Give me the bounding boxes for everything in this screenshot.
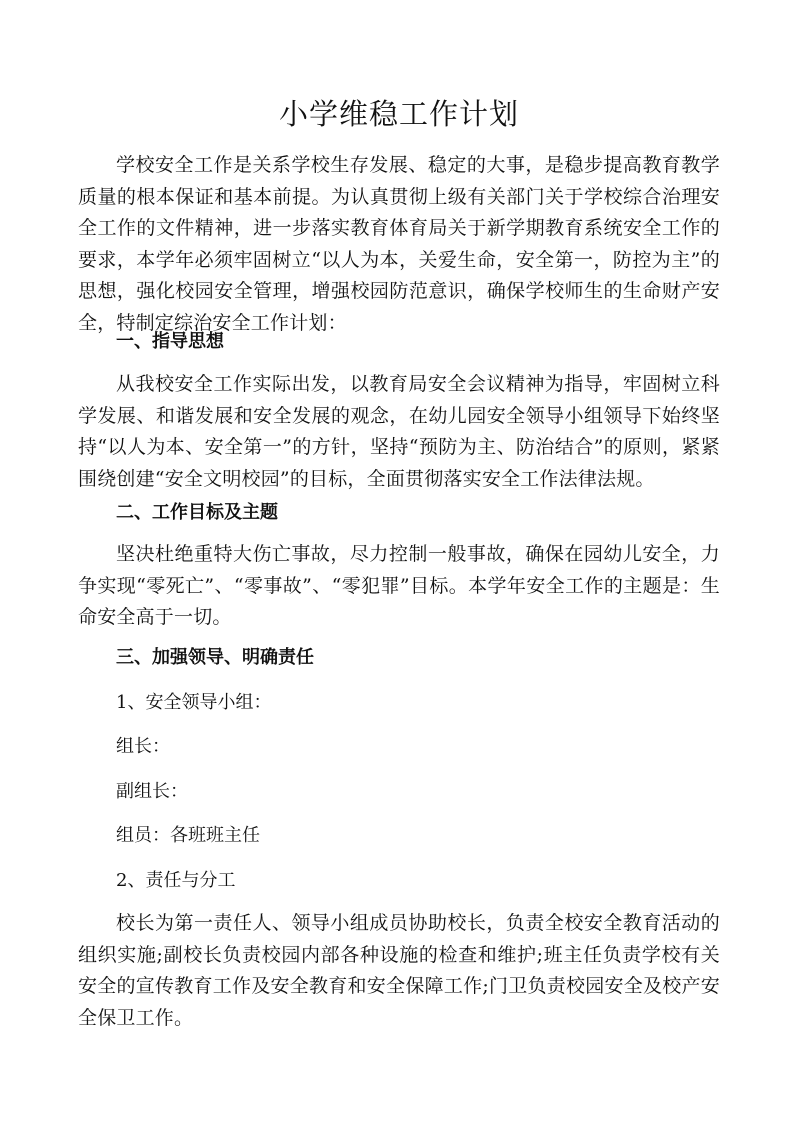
goals-paragraph: 坚决杜绝重特大伤亡事故，尽力控制一般事故，确保在园幼儿安全，力争实现“零死亡”、“零事故”、“零犯罪”目标。本学年安全工作的主题是：生命安全高于一切。: [78, 543, 720, 628]
group-leader-line: 组长：: [116, 736, 170, 757]
group-members-line: 组员：各班班主任: [116, 825, 260, 846]
section-heading-leadership: 三、加强领导、明确责任: [116, 647, 314, 668]
section-heading-goals: 二、工作目标及主题: [116, 502, 278, 523]
responsibility-paragraph: 校长为第一责任人、领导小组成员协助校长，负责全校安全教育活动的组织实施;副校长负责校园内部各种设施的检查和维护;班主任负责学校有关安全的宣传教育工作及安全教育和安全保障工作;门卫负责校园安全及校产安全保卫工作。: [78, 912, 720, 1029]
responsibility-item: 2、责任与分工: [116, 870, 236, 891]
intro-paragraph: 学校安全工作是关系学校生存发展、稳定的大事，是稳步提高教育教学质量的根本保证和基本前提。为认真贯彻上级有关部门关于学校综合治理安全工作的文件精神，进一步落实教育体育局关于新学期教育系统安全工作的要求，本学年必须牢固树立“以人为本，关爱生命，安全第一，防控为主”的思想，强化校园安全管理，增强校园防范意识，确保学校师生的生命财产安全，特制定综治安全工作计划：: [78, 154, 720, 334]
document-title: 小学维稳工作计划: [278, 97, 519, 131]
section-heading-guiding-ideology: 一、指导思想: [116, 331, 224, 352]
guiding-ideology-paragraph: 从我校安全工作实际出发，以教育局安全会议精神为指导，牢固树立科学发展、和谐发展和安全发展的观念，在幼儿园安全领导小组领导下始终坚持“以人为本、安全第一”的方针，坚持“预防为主、防治结合”的原则，紧紧围绕创建“安全文明校园”的目标，全面贯彻落实安全工作法律法规。: [78, 373, 720, 490]
safety-group-item: 1、安全领导小组：: [116, 692, 272, 713]
vice-leader-line: 副组长：: [116, 781, 188, 802]
